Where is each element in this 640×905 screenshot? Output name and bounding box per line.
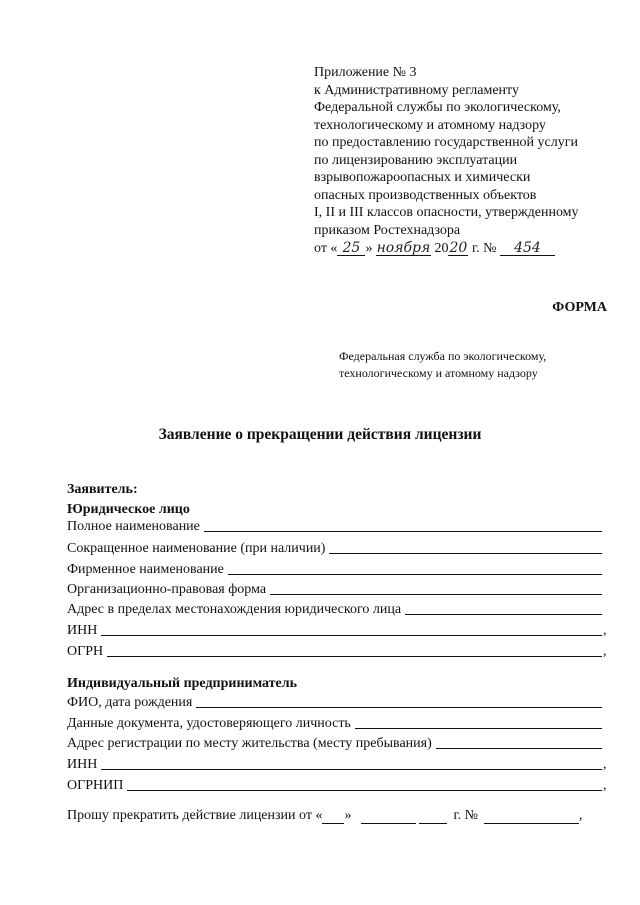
fill-line[interactable]: [436, 748, 602, 749]
request-number-label: г. №: [453, 808, 478, 823]
request-close-quote: »: [344, 808, 352, 823]
appendix-line: опасных производственных объектов: [314, 187, 537, 203]
form-label: ФОРМА: [552, 300, 607, 315]
field-label: Полное наименование: [67, 519, 200, 534]
request-month-blank[interactable]: [361, 811, 416, 824]
entrepreneur-heading: Индивидуальный предприниматель: [67, 676, 298, 691]
field-label: Адрес регистрации по месту жительства (месту пребывания): [67, 736, 432, 751]
field-ogrn[interactable]: [67, 642, 609, 660]
field-label: ФИО, дата рождения: [67, 695, 193, 710]
field-legal-form[interactable]: [67, 580, 609, 598]
legal-entity-heading: Юридическое лицо: [67, 502, 190, 517]
field-label: Данные документа, удостоверяющего личность: [67, 716, 351, 731]
field-ogrnip[interactable]: [67, 776, 609, 794]
order-day-handwritten: 25: [337, 241, 365, 256]
appendix-line: взрывопожароопасных и химически: [314, 170, 531, 185]
appendix-line: по предоставлению государственной услуги: [314, 135, 578, 150]
appendix-line: по лицензированию эксплуатации: [314, 152, 518, 168]
field-inn-entrepreneur[interactable]: [67, 755, 609, 773]
field-legal-address[interactable]: [67, 600, 609, 618]
fill-line[interactable]: [204, 531, 602, 532]
appendix-line: Федеральной службы по экологическому,: [314, 100, 561, 115]
appendix-line: технологическому и атомному надзору: [314, 117, 546, 133]
applicant-heading: Заявитель:: [67, 482, 138, 497]
field-tail: ,: [603, 757, 607, 772]
fill-line[interactable]: [270, 594, 602, 595]
order-prefix: от «: [314, 241, 338, 256]
field-label: ОГРНИП: [67, 778, 124, 793]
fill-line[interactable]: [107, 656, 602, 657]
fill-line[interactable]: [196, 707, 602, 708]
fill-line[interactable]: [329, 553, 602, 554]
document-title: Заявление о прекращении действия лицензии: [158, 426, 482, 443]
fill-line[interactable]: [101, 635, 602, 636]
order-year-prefix: 20: [434, 241, 449, 256]
order-close-quote: »: [365, 241, 373, 256]
fill-line[interactable]: [101, 769, 602, 770]
field-tail: ,: [603, 644, 607, 659]
field-full-name[interactable]: [67, 517, 609, 535]
order-date-line: [314, 240, 624, 258]
fill-line[interactable]: [228, 574, 602, 575]
agency-line: технологическому и атомному надзору: [339, 366, 538, 380]
fill-line[interactable]: [127, 790, 602, 791]
field-label: Организационно-правовая форма: [67, 582, 267, 597]
termination-request-line: [67, 808, 612, 824]
appendix-header: [314, 64, 624, 258]
request-day-blank[interactable]: [322, 811, 344, 824]
request-text: Прошу прекратить действие лицензии от «: [67, 808, 323, 823]
field-tail: ,: [603, 778, 607, 793]
request-year-blank[interactable]: [419, 811, 447, 824]
field-identity-document[interactable]: [67, 714, 609, 732]
field-label: ИНН: [67, 757, 98, 772]
field-label: Фирменное наименование: [67, 562, 224, 577]
order-year-handwritten: 20: [449, 240, 468, 256]
appendix-line: приказом Ростехнадзора: [314, 222, 461, 238]
field-fio-birthdate[interactable]: [67, 693, 609, 711]
appendix-line: к Административному регламенту: [314, 82, 519, 98]
field-brand-name[interactable]: [67, 560, 609, 578]
order-number-handwritten: 454: [500, 241, 555, 256]
fill-line[interactable]: [405, 614, 602, 615]
request-end: ,: [579, 808, 583, 823]
agency-line: Федеральная служба по экологическому,: [339, 349, 547, 363]
agency-addressee: [339, 348, 546, 382]
fill-line[interactable]: [355, 728, 602, 729]
field-label: Адрес в пределах местонахождения юридического лица: [67, 602, 402, 617]
field-label: Сокращенное наименование (при наличии): [67, 541, 326, 556]
field-short-name[interactable]: [67, 539, 609, 557]
order-number-label: г. №: [471, 241, 497, 256]
appendix-line: I, II и III классов опасности, утвержденному: [314, 205, 579, 220]
field-tail: ,: [603, 623, 607, 638]
field-label: ОГРН: [67, 644, 104, 659]
request-number-blank[interactable]: [484, 811, 579, 824]
field-registration-address[interactable]: [67, 734, 609, 752]
field-label: ИНН: [67, 623, 98, 638]
appendix-line: Приложение № 3: [314, 65, 417, 80]
order-month-handwritten: ноября: [376, 240, 431, 256]
field-inn[interactable]: [67, 621, 609, 639]
